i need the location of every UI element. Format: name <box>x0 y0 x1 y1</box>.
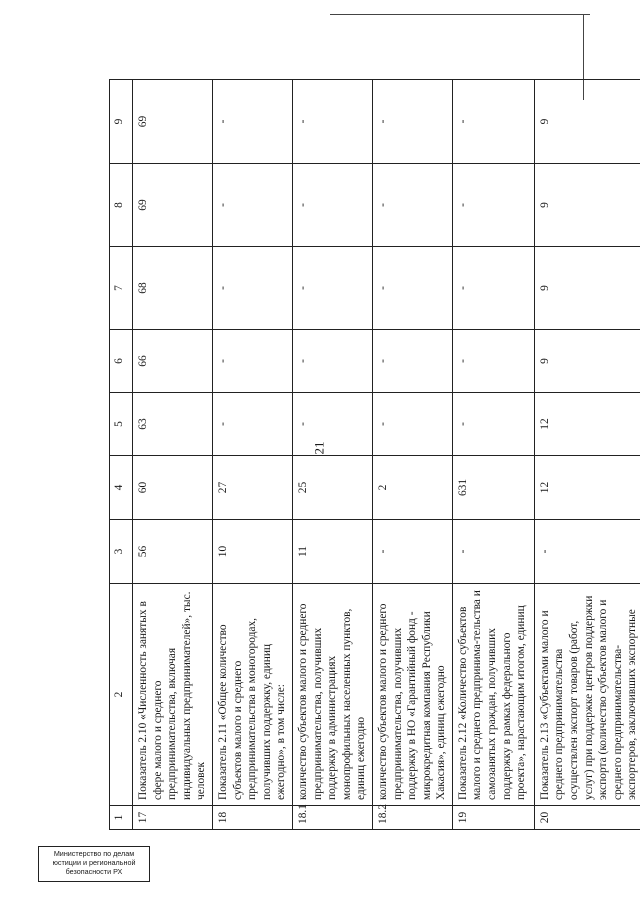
value-cell: 56 <box>133 520 213 584</box>
col-header: 2 <box>110 584 133 806</box>
col-header: 3 <box>110 520 133 584</box>
value-cell: - <box>292 247 372 330</box>
value-cell: 9 <box>534 247 640 330</box>
value-cell: 9 <box>534 164 640 247</box>
value-cell: - <box>372 393 452 456</box>
col-header: 5 <box>110 393 133 456</box>
indicator-label: количество субъектов малого и среднего предпринимательства, получивших поддержку в администрациях монопрофильных населенных пунктов, единиц ежегодно <box>292 584 372 806</box>
value-cell: - <box>372 80 452 164</box>
row-number: 19 <box>452 806 534 830</box>
page-edge-line <box>330 14 590 15</box>
value-cell: - <box>452 330 534 393</box>
value-cell: 9 <box>534 330 640 393</box>
value-cell: - <box>212 247 292 330</box>
col-header: 8 <box>110 164 133 247</box>
indicators-table-rotated <box>109 80 639 830</box>
table-row <box>372 80 452 830</box>
row-number: 18 <box>212 806 292 830</box>
indicator-label: Показатель 2.12 «Количество субъектов малого и среднего предпринима-тельства и самозанятых граждан, получивших поддержку в рамках федерального проекта», нарастающим итогом, единиц <box>452 584 534 806</box>
value-cell: 2 <box>372 456 452 520</box>
value-cell: - <box>292 393 372 456</box>
col-header: 4 <box>110 456 133 520</box>
value-cell: 27 <box>212 456 292 520</box>
ministry-stamp: Министерство по делам юстиции и региональной безопасности РХ <box>38 846 150 882</box>
col-header: 6 <box>110 330 133 393</box>
row-number: 18.2 <box>372 806 452 830</box>
value-cell: - <box>372 247 452 330</box>
value-cell: 631 <box>452 456 534 520</box>
col-header: 7 <box>110 247 133 330</box>
value-cell: - <box>372 520 452 584</box>
value-cell: 10 <box>212 520 292 584</box>
table-row <box>133 80 213 830</box>
value-cell: - <box>372 164 452 247</box>
table-row <box>212 80 292 830</box>
value-cell: - <box>212 393 292 456</box>
value-cell: 63 <box>133 393 213 456</box>
table-row <box>452 80 534 830</box>
value-cell: 12 <box>534 456 640 520</box>
col-header: 9 <box>110 80 133 164</box>
value-cell: - <box>292 80 372 164</box>
value-cell: 12 <box>534 393 640 456</box>
value-cell: - <box>452 247 534 330</box>
value-cell: 69 <box>133 164 213 247</box>
value-cell: - <box>452 520 534 584</box>
value-cell: - <box>452 393 534 456</box>
value-cell: 69 <box>133 80 213 164</box>
value-cell: - <box>452 80 534 164</box>
row-number: 17 <box>133 806 213 830</box>
value-cell: 25 <box>292 456 372 520</box>
table-header-row <box>110 80 133 830</box>
value-cell: - <box>452 164 534 247</box>
indicator-label: Показатель 2.11 «Общее количество субъектов малого и среднего предпринимательства в моногородах, получивших поддержку, единиц ежегодно», в том числе: <box>212 584 292 806</box>
value-cell: - <box>372 330 452 393</box>
indicators-table <box>109 79 640 830</box>
value-cell: - <box>212 80 292 164</box>
indicator-label: количество субъектов малого и среднего предпринимательства, получивших поддержку в НО «Гарантийный фонд - микрокредитная компания Республики Хакасия», единиц ежегодно <box>372 584 452 806</box>
value-cell: - <box>292 330 372 393</box>
value-cell: 66 <box>133 330 213 393</box>
table-row <box>534 80 640 830</box>
value-cell: 9 <box>534 80 640 164</box>
value-cell: - <box>212 164 292 247</box>
indicator-label: Показатель 2.10 «Численность занятых в сфере малого и среднего предпринимательства, включая индивидуальных предпринимателей», тыс. человек <box>133 584 213 806</box>
page-number: 21 <box>311 441 327 455</box>
value-cell: - <box>534 520 640 584</box>
col-header: 1 <box>110 806 133 830</box>
indicator-label: Показатель 2.13 «Субъектами малого и среднего предпринимательства осуществлен экспорт товаров (работ, услуг) при поддержке центров поддержки экспорта (количество субъектов малого и среднего предпринимательства-экспортеров, заключивших экспортные <box>534 584 640 806</box>
row-number: 18.1 <box>292 806 372 830</box>
table-row <box>292 80 372 830</box>
value-cell: 68 <box>133 247 213 330</box>
row-number: 20 <box>534 806 640 830</box>
value-cell: - <box>212 330 292 393</box>
value-cell: - <box>292 164 372 247</box>
value-cell: 11 <box>292 520 372 584</box>
value-cell: 60 <box>133 456 213 520</box>
